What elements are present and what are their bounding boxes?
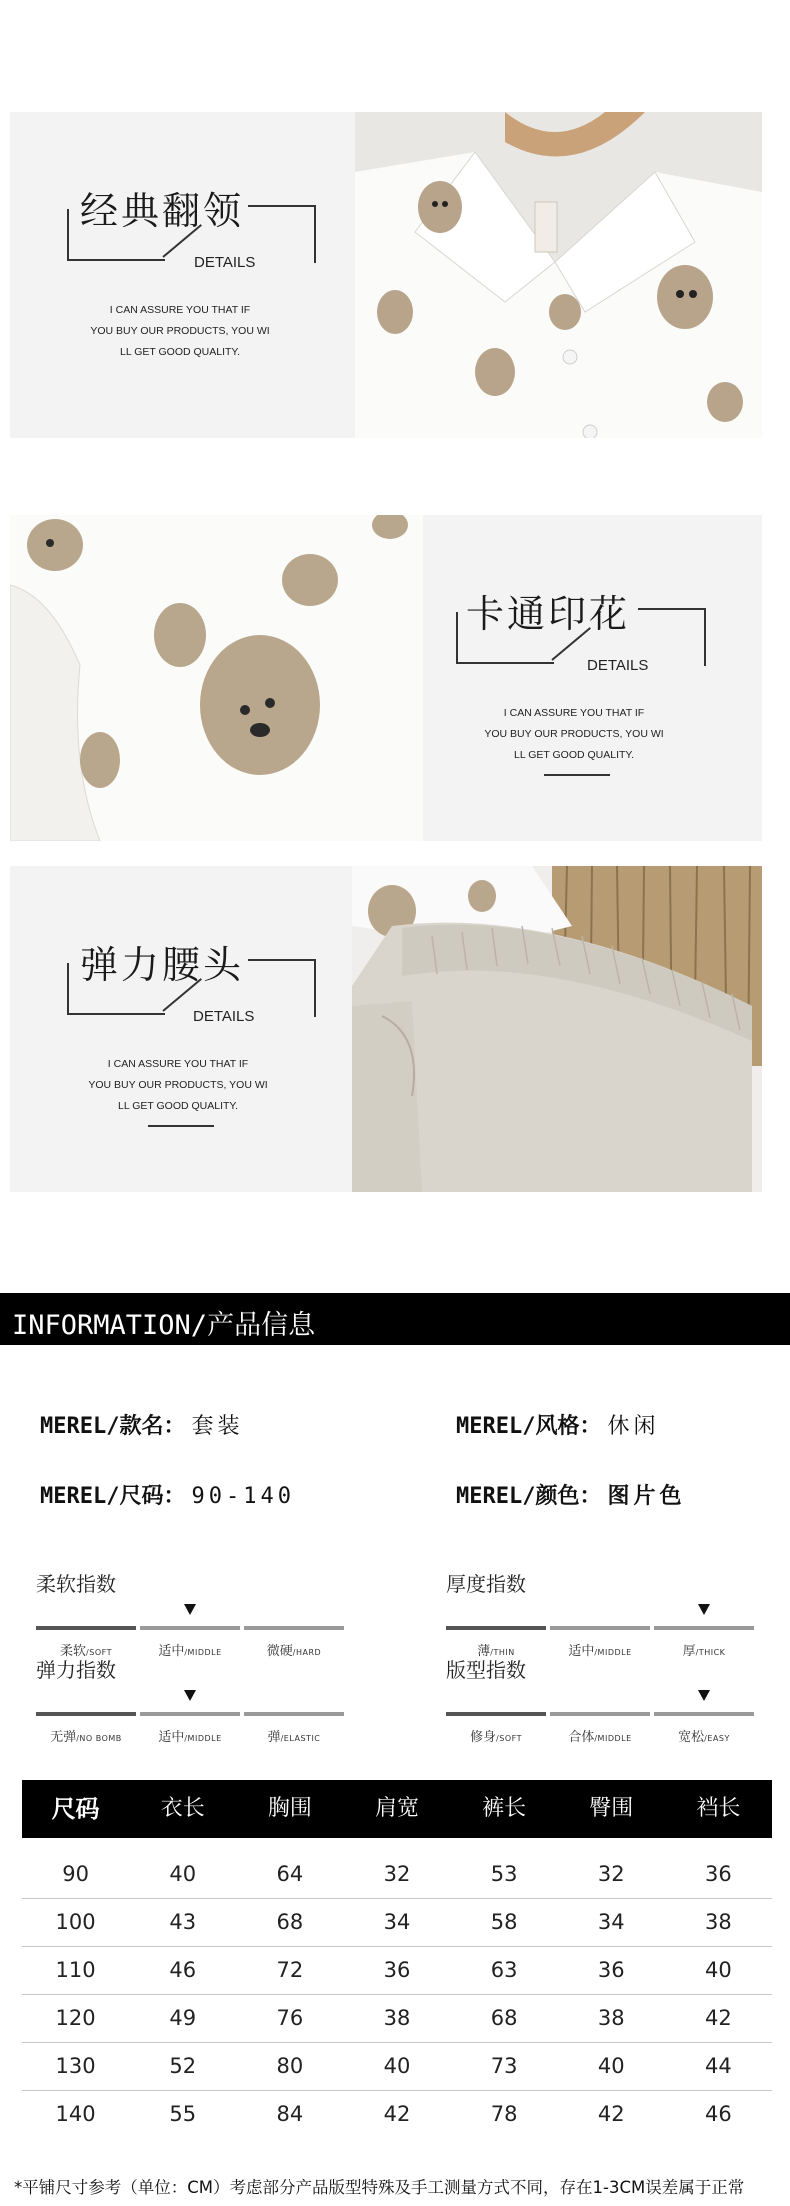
table-cell: 140 xyxy=(55,2102,96,2126)
table-cell: 38 xyxy=(597,2006,625,2030)
table-cell: 40 xyxy=(383,2054,411,2078)
scale-option-en: /ELASTIC xyxy=(280,1734,321,1743)
scale-option-en: /EASY xyxy=(704,1734,730,1743)
table-cell: 38 xyxy=(705,1910,732,1934)
attr-value: 休闲 xyxy=(607,1414,660,1439)
scale-segment xyxy=(244,1626,344,1630)
scale-option xyxy=(244,1726,344,1745)
scale-label: 版型指数 xyxy=(446,1658,526,1682)
table-header-cell: 裆长 xyxy=(696,1796,741,1821)
table-cell: 42 xyxy=(705,2006,732,2030)
scale-option-en: /HARD xyxy=(292,1648,322,1657)
info-header-bar xyxy=(0,1293,790,1345)
table-cell: 64 xyxy=(276,1862,304,1886)
table-cell: 44 xyxy=(705,2054,732,2078)
scale-option-cn: 弹 xyxy=(267,1730,281,1745)
table-cell: 110 xyxy=(55,1958,96,1982)
table-cell: 42 xyxy=(597,2102,625,2126)
scale-marker-icon xyxy=(184,1690,196,1701)
feature-title: 卡通印花 xyxy=(466,592,631,636)
scale-option-en: /MIDDLE xyxy=(594,1648,632,1657)
blurb-underline xyxy=(544,774,610,776)
attr-style xyxy=(456,1409,660,1440)
scale-option-en: /NO BOMB xyxy=(76,1734,122,1743)
scale-option-en: /SOFT xyxy=(86,1648,112,1657)
scale-label: 厚度指数 xyxy=(446,1572,526,1596)
scale-option-cn: 厚 xyxy=(682,1644,696,1659)
scale-option xyxy=(140,1726,240,1745)
feature-blurb xyxy=(48,1054,308,1117)
scale-3 xyxy=(36,1654,346,1745)
table-header-cell: 裤长 xyxy=(482,1796,527,1821)
bracket-left-vertical xyxy=(456,612,458,664)
scale-segment xyxy=(140,1712,240,1716)
table-cell: 78 xyxy=(490,2102,518,2126)
table-cell: 120 xyxy=(55,2006,96,2030)
scale-option-en: /MIDDLE xyxy=(184,1648,222,1657)
scale-option-en: /THIN xyxy=(490,1648,515,1657)
table-cell: 52 xyxy=(169,2054,197,2078)
table-cell: 130 xyxy=(55,2054,96,2078)
table-row xyxy=(22,1898,772,1947)
size-footnote: *平铺尺寸参考（单位：CM）考虑部分产品版型特殊及手工测量方式不同，存在1-3CM误差属于正常 xyxy=(14,2178,745,2197)
table-cell: 90 xyxy=(62,1862,89,1886)
blurb-line: YOU BUY OUR PRODUCTS, YOU WI xyxy=(88,1079,268,1091)
scale-segment xyxy=(654,1626,754,1630)
details-label: DETAILS xyxy=(587,657,649,674)
scale-label: 弹力指数 xyxy=(36,1658,116,1682)
blurb-line: I CAN ASSURE YOU THAT IF xyxy=(109,304,251,316)
table-row xyxy=(22,1946,772,1995)
scale-option-cn: 适中 xyxy=(158,1730,185,1745)
feature-panel-print xyxy=(10,515,762,841)
table-cell: 40 xyxy=(169,1862,197,1886)
feature-blurb xyxy=(444,703,704,766)
table-cell: 32 xyxy=(597,1862,625,1886)
attr-value: 图片色 xyxy=(607,1484,686,1509)
table-cell: 68 xyxy=(276,1910,304,1934)
scale-segment xyxy=(446,1712,546,1716)
scale-option xyxy=(446,1726,546,1745)
print-photo xyxy=(10,515,423,841)
attr-key: MEREL/颜色： xyxy=(456,1484,602,1509)
table-cell: 84 xyxy=(276,2102,304,2126)
scale-1 xyxy=(36,1568,346,1659)
collar-photo xyxy=(355,112,762,438)
bracket-top-horizontal xyxy=(248,959,316,961)
scale-option-cn: 无弹 xyxy=(50,1730,77,1745)
feature-title: 弹力腰头 xyxy=(80,943,245,987)
table-cell: 34 xyxy=(597,1910,625,1934)
scale-option-cn: 柔软 xyxy=(60,1644,87,1659)
attr-key: MEREL/款名： xyxy=(40,1414,186,1439)
table-cell: 40 xyxy=(597,2054,625,2078)
table-cell: 58 xyxy=(490,1910,518,1934)
table-cell: 53 xyxy=(490,1862,518,1886)
scale-marker-icon xyxy=(184,1604,196,1615)
table-row xyxy=(22,2090,772,2138)
bracket-left-horizontal xyxy=(67,1013,165,1015)
feature-text-block xyxy=(30,112,330,438)
table-cell: 49 xyxy=(169,2006,197,2030)
table-cell: 73 xyxy=(490,2054,518,2078)
feature-panel-collar xyxy=(10,112,762,438)
blurb-underline xyxy=(148,1125,214,1127)
blurb-line: I CAN ASSURE YOU THAT IF xyxy=(503,707,645,719)
bracket-left-vertical xyxy=(67,963,69,1015)
scale-segment xyxy=(550,1626,650,1630)
scale-option-en: /THICK xyxy=(695,1648,726,1657)
attr-size xyxy=(40,1479,295,1510)
scale-option-cn: 适中 xyxy=(158,1644,185,1659)
scale-4 xyxy=(446,1654,756,1745)
attr-color xyxy=(456,1479,686,1510)
table-header-cell: 胸围 xyxy=(267,1796,312,1821)
scale-option-cn: 适中 xyxy=(568,1644,595,1659)
scale-label: 柔软指数 xyxy=(36,1572,116,1596)
table-header-cell: 尺码 xyxy=(51,1795,100,1823)
table-cell: 36 xyxy=(383,1958,411,1982)
table-cell: 40 xyxy=(705,1958,732,1982)
scale-segment xyxy=(244,1712,344,1716)
scale-option xyxy=(36,1726,136,1745)
bracket-top-horizontal xyxy=(638,608,706,610)
table-row xyxy=(22,1994,772,2043)
attr-key: MEREL/尺码： xyxy=(40,1484,186,1509)
table-cell: 68 xyxy=(490,2006,518,2030)
table-cell: 43 xyxy=(169,1910,197,1934)
scale-option-cn: 修身 xyxy=(470,1730,497,1745)
bracket-left-horizontal xyxy=(456,662,554,664)
scale-marker-icon xyxy=(698,1604,710,1615)
feature-text-block xyxy=(440,515,740,841)
table-cell: 36 xyxy=(597,1958,625,1982)
info-header-title: INFORMATION/产品信息 xyxy=(12,1310,316,1341)
table-cell: 34 xyxy=(383,1910,411,1934)
feature-text-block xyxy=(30,866,330,1192)
attr-style-name xyxy=(40,1409,244,1440)
attr-value: 套装 xyxy=(191,1414,244,1439)
scale-segment xyxy=(446,1626,546,1630)
waistband-photo xyxy=(352,866,762,1192)
blurb-line: YOU BUY OUR PRODUCTS, YOU WI xyxy=(90,325,270,337)
scale-2 xyxy=(446,1568,756,1659)
bracket-right-vertical xyxy=(314,205,316,263)
table-row xyxy=(22,1850,772,1899)
table-header-cell: 臀围 xyxy=(589,1796,634,1821)
table-cell: 42 xyxy=(383,2102,411,2126)
scale-option xyxy=(550,1726,650,1745)
blurb-line: YOU BUY OUR PRODUCTS, YOU WI xyxy=(484,728,664,740)
scale-option-en: /SOFT xyxy=(496,1734,522,1743)
scale-option-cn: 微硬 xyxy=(266,1644,293,1659)
scale-option-en: /MIDDLE xyxy=(594,1734,632,1743)
bracket-right-vertical xyxy=(704,608,706,666)
bracket-right-vertical xyxy=(314,959,316,1017)
table-cell: 80 xyxy=(276,2054,304,2078)
scale-option-en: /MIDDLE xyxy=(184,1734,222,1743)
scale-marker-icon xyxy=(698,1690,710,1701)
scale-segment xyxy=(550,1712,650,1716)
scale-option-cn: 宽松 xyxy=(678,1730,705,1745)
table-cell: 72 xyxy=(276,1958,304,1982)
blurb-line: I CAN ASSURE YOU THAT IF xyxy=(107,1058,249,1070)
scale-segment xyxy=(654,1712,754,1716)
bracket-left-vertical xyxy=(67,209,69,261)
table-cell: 63 xyxy=(490,1958,518,1982)
feature-blurb xyxy=(50,300,310,363)
attr-value: 90-140 xyxy=(191,1484,295,1509)
table-header-cell: 肩宽 xyxy=(374,1796,419,1821)
table-cell: 100 xyxy=(55,1910,96,1934)
table-cell: 38 xyxy=(383,2006,411,2030)
table-row xyxy=(22,2042,772,2091)
details-label: DETAILS xyxy=(193,1008,255,1025)
feature-panel-waist xyxy=(10,866,762,1192)
table-cell: 32 xyxy=(383,1862,411,1886)
scale-segment xyxy=(36,1712,136,1716)
table-cell: 36 xyxy=(705,1862,732,1886)
blurb-line: LL GET GOOD QUALITY. xyxy=(119,346,240,358)
attr-key: MEREL/风格： xyxy=(456,1414,602,1439)
bracket-left-horizontal xyxy=(67,259,165,261)
scale-segment xyxy=(36,1626,136,1630)
table-cell: 76 xyxy=(276,2006,304,2030)
table-header-cell: 衣长 xyxy=(160,1796,205,1821)
feature-title: 经典翻领 xyxy=(80,189,245,233)
table-cell: 55 xyxy=(169,2102,197,2126)
details-label: DETAILS xyxy=(194,254,256,271)
table-cell: 46 xyxy=(705,2102,732,2126)
blurb-line: LL GET GOOD QUALITY. xyxy=(117,1100,238,1112)
bracket-top-horizontal xyxy=(248,205,316,207)
scale-segment xyxy=(140,1626,240,1630)
table-cell: 46 xyxy=(169,1958,197,1982)
scale-option xyxy=(654,1726,754,1745)
scale-option-cn: 合体 xyxy=(568,1730,595,1745)
scale-option-cn: 薄 xyxy=(477,1644,491,1659)
size-table-header xyxy=(22,1780,772,1838)
blurb-line: LL GET GOOD QUALITY. xyxy=(513,749,634,761)
